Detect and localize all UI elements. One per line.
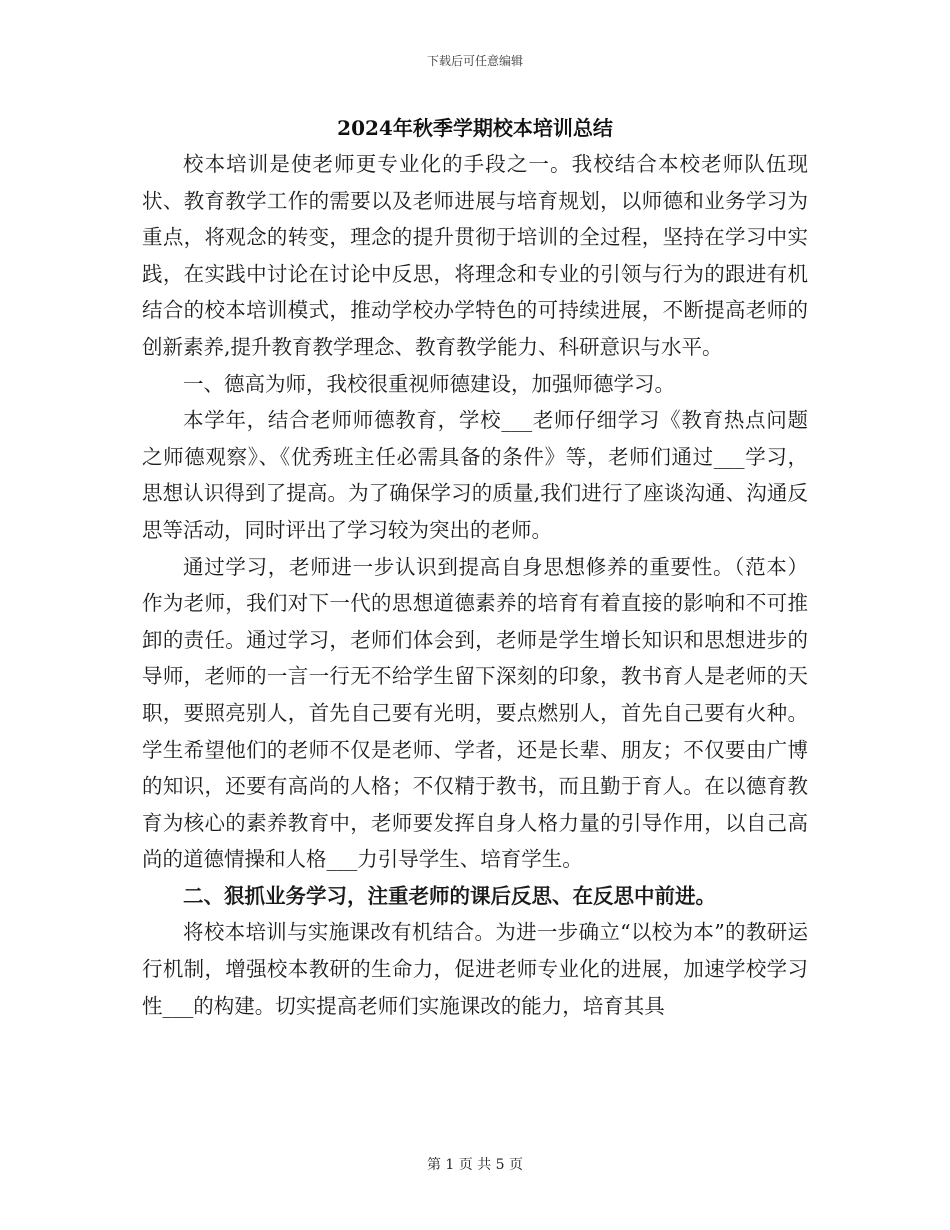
body-paragraph: 通过学习，老师进一步认识到提高自身思想修养的重要性。（范本）作为老师，我们对下一代的思想道德素养的培育有着直接的影响和不可推卸的责任。通过学习，老师们体会到，老师是学生增长知识和思想进步的导师，老师的一言一行无不给学生留下深刻的印象，教书育人是老师的天职，要照亮别人，首先自己要有光明，要点燃别人，首先自己要有火种。学生希望他们的老师不仅是老师、学者，还是长辈、朋友；不仅要由广博的知识，还要有高尚的人格；不仅精于教书，而且勤于育人。在以德育教育为核心的素养教育中，老师要发挥自身人格力量的引导作用，以自己高尚的道德情操和人格___力引导学生、培育学生。 — [142, 554, 808, 872]
body-paragraph: 本学年，结合老师师德教育，学校___老师仔细学习《教育热点问题之师德观察》、《优秀班主任必需具备的条件》等，老师们通过___学习，思想认识得到了提高。为了确保学习的质量,我们进行了座谈沟通、沟通反思等活动，同时评出了学习较为突出的老师。 — [142, 408, 808, 542]
document-body — [142, 146, 808, 1024]
section-heading-2: 二、狠抓业务学习，注重老师的课后反思、在反思中前进。 — [183, 883, 716, 908]
intro-paragraph: 校本培训是使老师更专业化的手段之一。我校结合本校老师队伍现状、教育教学工作的需要以及老师进展与培育规划，以师德和业务学习为重点，将观念的转变，理念的提升贯彻于培训的全过程，坚持在学习中实践，在实践中讨论在讨论中反思，将理念和专业的引领与行为的跟进有机结合的校本培训模式，推动学校办学特色的可持续进展，不断提高老师的创新素养,提升教育教学理念、教育教学能力、科研意识与水平。 — [142, 152, 808, 359]
section-heading-1: 一、德高为师，我校很重视师德建设，加强师德学习。 — [183, 371, 675, 396]
body-paragraph: 将校本培训与实施课改有机结合。为进一步确立“以校为本”的教研运行机制，增强校本教研的生命力，促进老师专业化的进展，加速学校学习性___的构建。切实提高老师们实施课改的能力，培育其具 — [142, 920, 808, 1018]
page-number: 第 1 页 共 5 页 — [426, 1157, 524, 1173]
download-note: 下载后可任意编辑 — [426, 54, 523, 68]
document-title: 2024年秋季学期校本培训总结 — [337, 116, 613, 140]
